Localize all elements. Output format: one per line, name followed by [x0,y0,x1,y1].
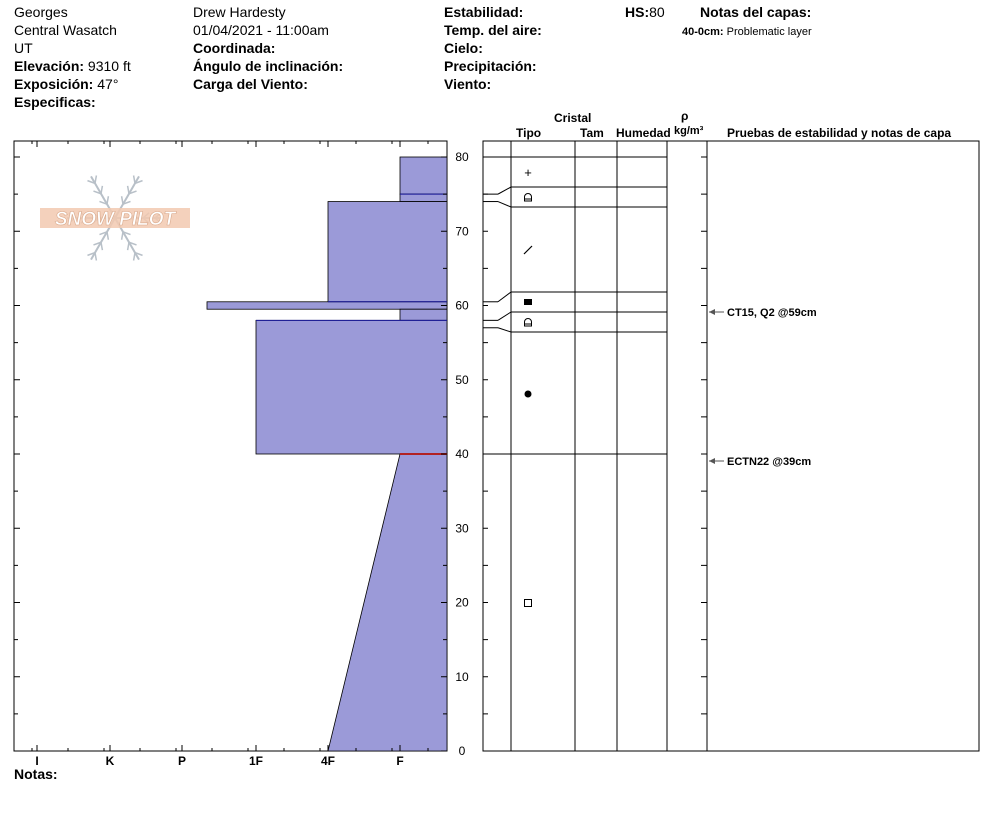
y-tick-label-40: 40 [455,447,469,461]
snowflake-branch [101,186,102,194]
hardness-layer-80-75 [400,157,447,194]
hardness-profile [207,157,447,751]
x-tick-label-4F: 4F [320,754,336,768]
y-tick-label-20: 20 [455,595,469,610]
x-tick-label-P: P [177,754,187,768]
hardness-layer-59-58 [400,309,447,320]
observer-name: Drew Hardesty [193,4,286,20]
x-tick-label-1F: 1F [248,754,264,768]
snowflake-branch [95,253,96,261]
logo-text: SNOW PILOT [54,209,176,230]
layer-notes-title: Notas del capas: [700,4,812,20]
snowflake-branch [122,232,123,240]
snowflake-branch [134,253,135,261]
x-tick-label-F: F [396,754,404,768]
hardness-layer-58-40 [256,320,447,454]
layer-note-text: Problematic layer [726,26,812,38]
snowflake-branch [128,242,129,250]
coordinates-label: Coordinada: [193,40,276,56]
aspect-label: Exposición: [14,76,94,92]
grain-symbol-decomposing [524,246,532,254]
snowflake-branch [107,232,108,240]
hs-label: HS: [625,4,650,20]
specifics-label: Especificas: [14,94,96,110]
state: UT [14,40,33,56]
y-tick-label-0: 0 [458,744,466,758]
air-temp-label: Temp. del aire: [444,22,542,38]
snowflake-branch [134,175,135,183]
grain-symbol-faceted-rounded [525,319,532,326]
mountain-range: Central Wasatch [14,22,117,38]
stability-test-label: ECTN22 @39cm [727,456,812,468]
x-tick-label-I: I [35,754,39,768]
snowflake-branch [101,242,102,250]
stability-tests [709,307,817,468]
grain-symbols [524,165,532,607]
table-depth-connector [498,328,511,332]
sky-label: Cielo: [444,40,483,56]
location-name: Georges [14,4,68,20]
hardness-layer-40-0 [328,454,447,751]
y-tick-label-10: 10 [455,669,469,684]
stability-test-arrowhead [709,458,715,464]
layer-table-border [483,141,979,751]
stability-test-label: CT15, Q2 @59cm [727,307,817,319]
tests-header: Pruebas de estabilidad y notas de capa [727,126,952,140]
snowpilot-logo [40,175,190,260]
stability-test-arrowhead [709,309,715,315]
table-depth-connector [498,202,511,207]
grain-symbol-faceted-rounded [525,194,532,201]
aspect-value: 47° [97,76,119,92]
hardness-layer-75-74 [400,194,447,201]
observation-datetime: 01/04/2021 - 11:00am [193,22,329,38]
density-unit: kg/m³ [674,125,704,137]
table-depth-connector [498,187,511,194]
x-tick-label-K: K [105,754,115,768]
grain-symbol-depth-hoar [525,600,532,607]
grain-symbol-plus: + [524,165,532,180]
layer-table [483,141,979,751]
snowflake-branch [95,175,96,183]
crystal-header: Cristal [554,111,592,125]
moisture-header: Humedad [616,126,671,140]
hardness-layer-74-60 [328,202,447,302]
hs-value: 80 [649,4,665,20]
density-symbol: ρ [681,109,689,123]
precipitation-label: Precipitación: [444,58,537,74]
slope-angle-label: Ángulo de inclinación: [193,58,344,74]
snowflake-branch [128,186,129,194]
wind-loading-label: Carga del Viento: [193,76,308,92]
type-header: Tipo [516,126,542,140]
snowflake-branch [107,196,108,204]
stability-label: Estabilidad: [444,4,524,20]
y-tick-label-60: 60 [455,298,469,313]
table-depth-connector [498,292,511,302]
layer-note-depth: 40-0cm: [682,26,724,38]
y-tick-label-70: 70 [455,224,469,239]
wind-label: Viento: [444,76,492,92]
hardness-layer-60-59 [207,302,447,309]
grain-symbol-facet [524,299,532,305]
y-tick-label-50: 50 [455,372,469,387]
elevation-label: Elevación: [14,58,85,74]
snowflake-branch [122,196,123,204]
elevation-value: 9310 ft [87,58,131,74]
y-tick-label-30: 30 [455,521,469,536]
table-depth-connector [498,312,511,320]
notes-label: Notas: [14,766,58,782]
grain-symbol-melt-freeze [525,391,532,398]
size-header: Tam [580,126,604,140]
y-tick-label-80: 80 [455,150,469,164]
